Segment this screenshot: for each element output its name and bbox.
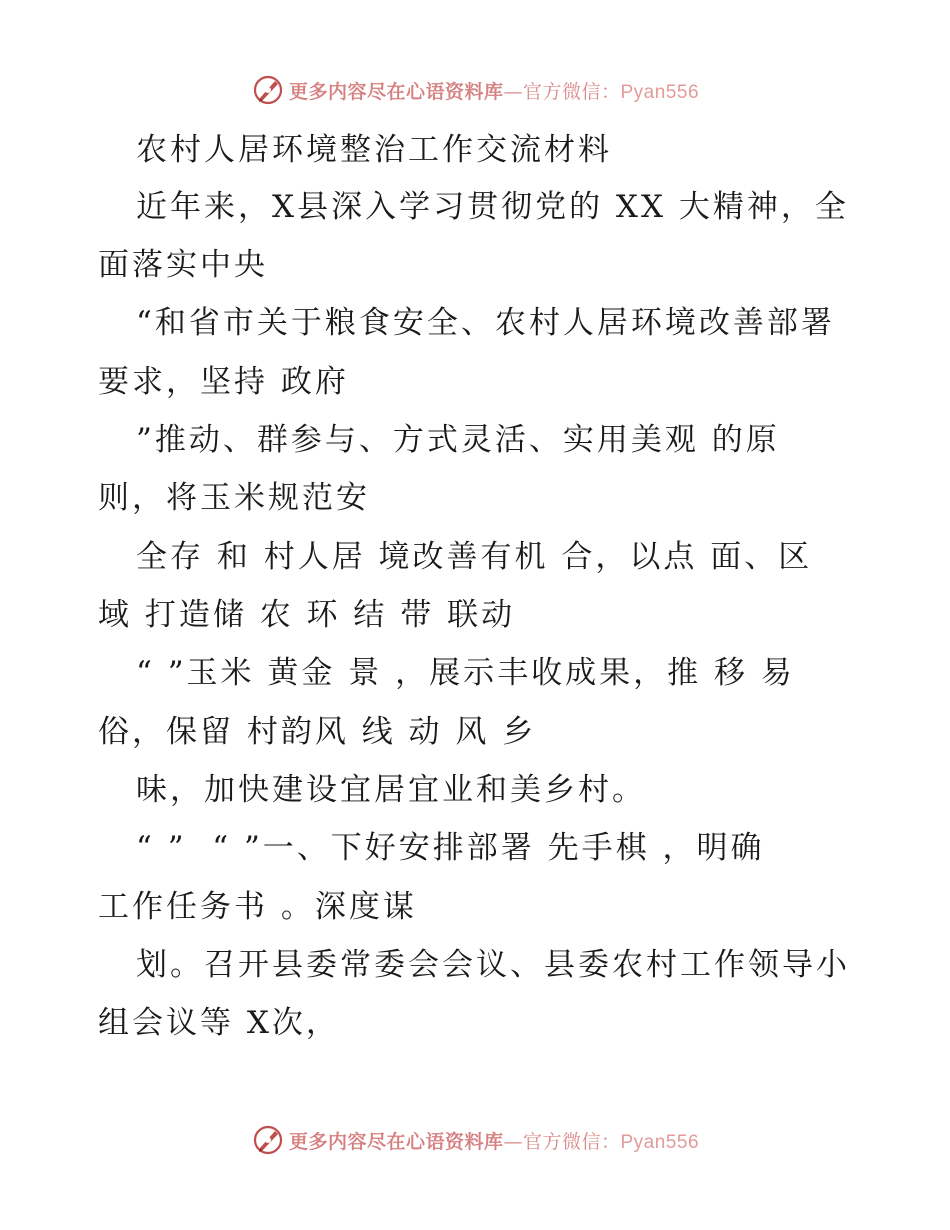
- quill-pen-seal-icon: [251, 1123, 285, 1157]
- paragraph-line: 俗，保留 村韵风 线 动 风 乡: [98, 714, 537, 750]
- watermark-separator: —: [503, 1130, 523, 1153]
- paragraph-line: “ ” “ ”一、下好安排部署 先手棋 ，明确: [136, 830, 765, 866]
- paragraph-line: 域 打造储 农 环 结 带 联动: [98, 597, 516, 633]
- paragraph-line: 近年来，X县深入学习贯彻党的 XX 大精神，全: [136, 189, 849, 225]
- watermark-brand: 更多内容尽在心语资料库: [288, 80, 504, 103]
- paragraph-line: “ ”玉米 黄金 景 ，展示丰收成果，推 移 易: [136, 655, 795, 691]
- paragraph-line: 全存 和 村人居 境改善有机 合，以点 面、区: [136, 539, 813, 575]
- watermark-handle: Pyan556: [620, 1131, 700, 1153]
- document-title: 农村人居环境整治工作交流材料: [136, 132, 612, 168]
- paragraph-line: 面落实中央: [98, 247, 268, 283]
- paragraph-line: 要求，坚持 政府: [98, 364, 349, 400]
- watermark-handle: Pyan556: [620, 81, 700, 103]
- footer-watermark: [0, 1120, 950, 1160]
- watermark-text: [289, 1127, 699, 1154]
- watermark-text: [289, 77, 699, 104]
- watermark-brand: 更多内容尽在心语资料库: [288, 1130, 504, 1153]
- watermark-separator: —: [503, 80, 523, 103]
- paragraph-line: “和省市关于粮食安全、农村人居环境改善部署: [136, 305, 835, 341]
- paragraph-line: 工作任务书 。深度谋: [98, 889, 417, 925]
- watermark-official: 官方微信：: [522, 1130, 621, 1153]
- paragraph-line: ”推动、群参与、方式灵活、实用美观 的原: [136, 422, 780, 458]
- paragraph-line: 味，加快建设宜居宜业和美乡村。: [136, 772, 646, 808]
- paragraph-line: 划。召开县委常委会会议、县委农村工作领导小: [136, 947, 850, 983]
- header-watermark: [0, 70, 950, 110]
- quill-pen-seal-icon: [251, 73, 285, 107]
- paragraph-line: 组会议等 X次，: [98, 1005, 340, 1041]
- paragraph-line: 则，将玉米规范安: [98, 480, 370, 516]
- watermark-official: 官方微信：: [522, 80, 621, 103]
